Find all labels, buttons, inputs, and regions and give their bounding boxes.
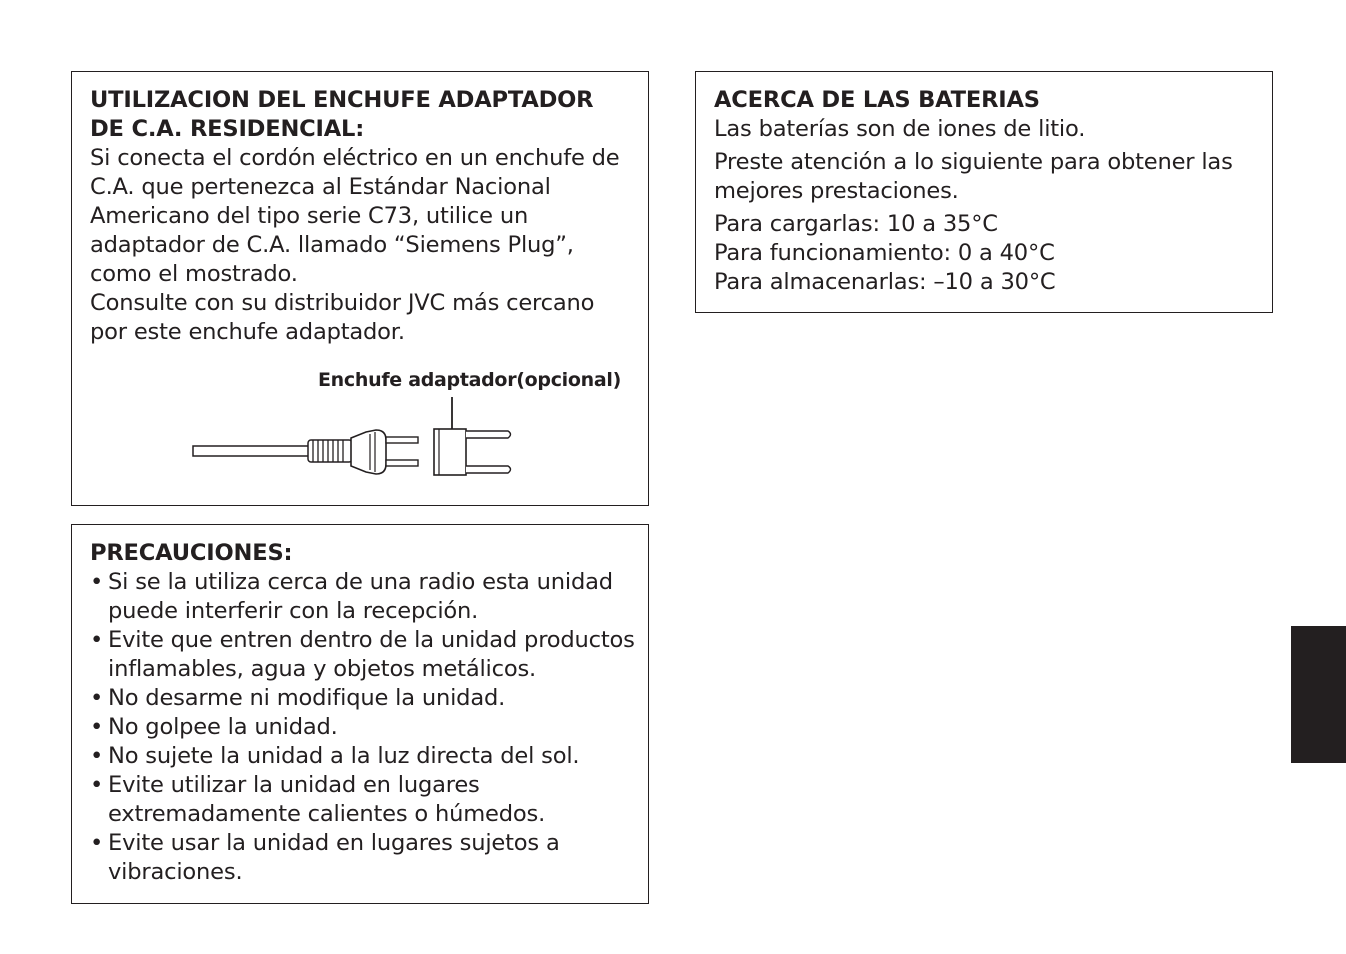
batteries-intro: Las baterías son de iones de litio.: [714, 116, 1086, 142]
batteries-attention-line: mejores prestaciones.: [714, 178, 959, 204]
list-item-line: Evite usar la unidad en lugares sujetos a: [108, 830, 560, 856]
list-item: [90, 713, 636, 742]
batteries-text: [714, 86, 1260, 297]
adapter-body-line: Si conecta el cordón eléctrico en un enchufe de: [90, 145, 620, 171]
bullet-icon: •: [90, 772, 104, 798]
adapter-body-line: C.A. que pertenezca al Estándar Nacional: [90, 174, 551, 200]
adapter-plug-section: [71, 71, 649, 506]
precautions-heading: PRECAUCIONES:: [90, 540, 293, 566]
figure-caption: Enchufe adaptador(opcional): [318, 369, 621, 391]
list-item: [90, 771, 636, 829]
precautions-list: [90, 568, 636, 887]
precautions-text: [90, 539, 636, 887]
list-item-line: extremadamente calientes o húmedos.: [108, 801, 546, 827]
list-item: [90, 568, 636, 626]
list-item-line: puede interferir con la recepción.: [108, 598, 479, 624]
batteries-attention: [714, 148, 1260, 206]
adapter-heading-line2: DE C.A. RESIDENCIAL:: [90, 116, 365, 142]
list-item: [90, 829, 636, 887]
list-item-line: vibraciones.: [108, 859, 243, 885]
temp-storage: Para almacenarlas: –10 a 30°C: [714, 269, 1056, 295]
bullet-icon: •: [90, 569, 104, 595]
batteries-heading: ACERCA DE LAS BATERIAS: [714, 87, 1040, 113]
bullet-icon: •: [90, 743, 104, 769]
adapter-body-line: Americano del tipo serie C73, utilice un: [90, 203, 529, 229]
batteries-attention-line: Preste atención a lo siguiente para obtener las: [714, 149, 1233, 175]
temp-operation: Para funcionamiento: 0 a 40°C: [714, 240, 1055, 266]
bullet-icon: •: [90, 685, 104, 711]
list-item-line: No desarme ni modifique la unidad.: [108, 685, 506, 711]
list-item-line: Evite que entren dentro de la unidad productos: [108, 627, 635, 653]
list-item-line: Evite utilizar la unidad en lugares: [108, 772, 480, 798]
list-item-line: Si se la utiliza cerca de una radio esta unidad: [108, 569, 613, 595]
list-item-line: No sujete la unidad a la luz directa del sol.: [108, 743, 580, 769]
list-item-line: No golpee la unidad.: [108, 714, 338, 740]
list-item: [90, 684, 636, 713]
adapter-body-line: Consulte con su distribuidor JVC más cercano: [90, 290, 595, 316]
adapter-body-line: por este enchufe adaptador.: [90, 319, 405, 345]
list-item: [90, 626, 636, 684]
batteries-section: [695, 71, 1273, 313]
adapter-body-line: adaptador de C.A. llamado “Siemens Plug”,: [90, 232, 574, 258]
temp-charge: Para cargarlas: 10 a 35°C: [714, 211, 998, 237]
adapter-body-line: como el mostrado.: [90, 261, 298, 287]
list-item-line: inflamables, agua y objetos metálicos.: [108, 656, 537, 682]
list-item: [90, 742, 636, 771]
section-tab-marker: [1291, 626, 1346, 763]
bullet-icon: •: [90, 714, 104, 740]
bullet-icon: •: [90, 830, 104, 856]
bullet-icon: •: [90, 627, 104, 653]
plug-adapter-icon: [72, 72, 647, 504]
adapter-heading-line1: UTILIZACION DEL ENCHUFE ADAPTADOR: [90, 87, 594, 113]
batteries-temperatures: [714, 210, 1260, 297]
precautions-section: [71, 524, 649, 904]
